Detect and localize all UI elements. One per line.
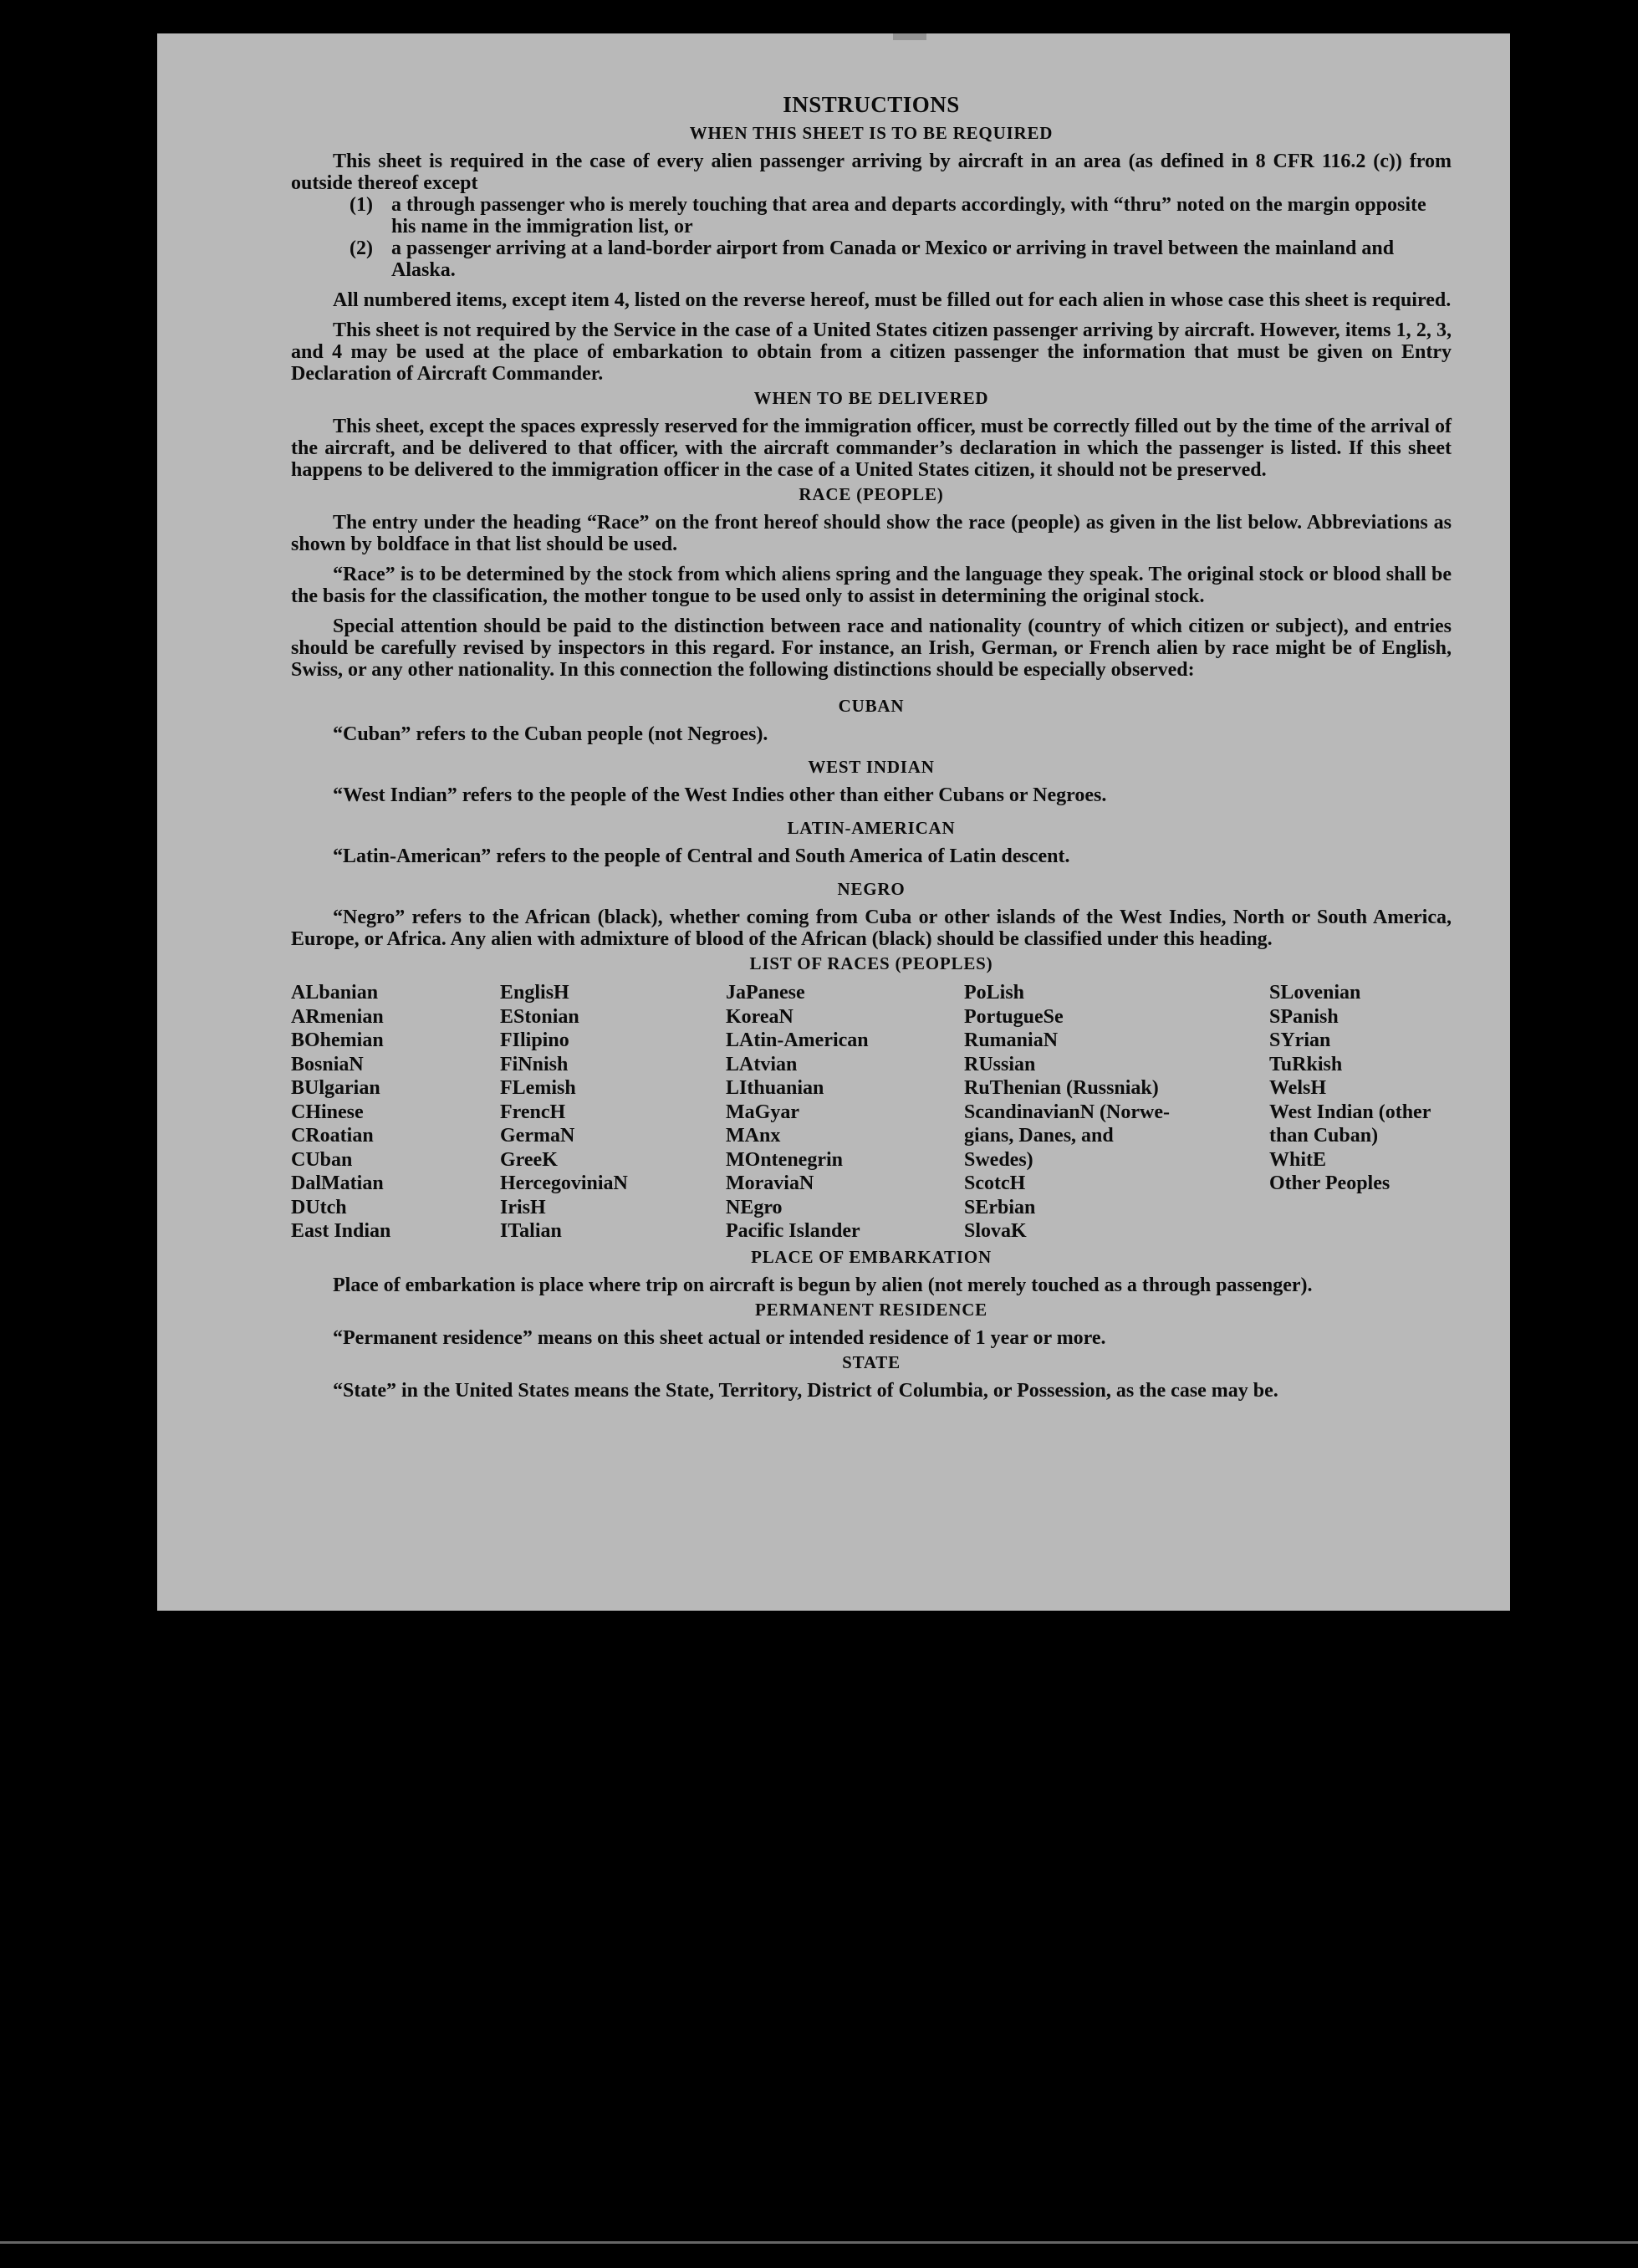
race-entry: DUtch <box>291 1196 347 1218</box>
permanent-residence-text: “Permanent residence” means on this sheet actual or intended residence of 1 year or more. <box>333 1326 1106 1349</box>
exception-text: a passenger arriving at a land-border airport from Canada or Mexico or arriving in travel between the mainland and Alaska. <box>391 238 1395 281</box>
race-entry: ARmenian <box>291 1005 384 1028</box>
race-entry: ScandinavianN (Norwe- <box>964 1101 1171 1123</box>
negro-text: “Negro” refers to the African (black), whether coming from Cuba or other islands of the West Indies, North or South America, Europe, or Africa. Any alien with admixture of blood of the African (black) should be classified under this heading. <box>291 907 1452 950</box>
heading-when-required: WHEN THIS SHEET IS TO BE REQUIRED <box>689 123 1054 143</box>
race-entry: SYrian <box>1269 1029 1331 1051</box>
race-entry: FIlipino <box>500 1029 569 1051</box>
race-entry: EStonian <box>500 1005 579 1028</box>
exception-number: (2) <box>350 238 373 259</box>
race-paragraph-2: “Race” is to be determined by the stock from which aliens spring and the language they speak. The original stock or blood shall be the basis for the classification, the mother tongue to be used only to assist in determining the original stock. <box>291 564 1452 607</box>
heading-latin-american: LATIN-AMERICAN <box>787 818 956 838</box>
race-entry: BUlgarian <box>291 1077 380 1099</box>
heading-state: STATE <box>842 1351 901 1372</box>
races-column <box>500 981 726 1244</box>
races-column <box>291 981 500 1244</box>
when-required-intro: This sheet is required in the case of every alien passenger arriving by aircraft in an area (as defined in 8 CFR 116.2 (c)) from outside thereof except <box>291 151 1452 194</box>
race-entry: FrencH <box>500 1101 566 1123</box>
race-entry: BosniaN <box>291 1053 364 1075</box>
race-entry: JaPanese <box>726 982 805 1004</box>
race-entry: ScotcH <box>964 1172 1026 1194</box>
races-column <box>726 981 964 1244</box>
race-entry: SLovenian <box>1269 982 1361 1004</box>
latin-american-text: “Latin-American” refers to the people of Central and South America of Latin descent. <box>333 845 1070 867</box>
race-entry: LAtin-American <box>726 1029 869 1051</box>
exception-text: a through passenger who is merely touching that area and departs accordingly, with “thru” noted on the margin opposite his name in the immigration list, or <box>391 194 1426 238</box>
race-entry: NEgro <box>726 1196 783 1218</box>
exception-number: (1) <box>350 194 373 216</box>
race-entry: Pacific Islander <box>726 1220 860 1242</box>
race-entry: TuRkish <box>1269 1053 1343 1075</box>
race-paragraph-3: Special attention should be paid to the distinction between race and nationality (country of which citizen or subject), and entries should be carefully revised by inspectors in this regard. For instance, an Irish, German, or French alien by race might be of English, Swiss, or any other nationality. In this connection the following distinctions should be especially observed: <box>291 616 1452 681</box>
race-entry: LAtvian <box>726 1053 798 1075</box>
race-entry: DalMatian <box>291 1172 384 1194</box>
when-delivered-text: This sheet, except the spaces expressly reserved for the immigration officer, must be correctly filled out by the time of the arrival of the aircraft, and be delivered to that officer, with the aircraft commander’s declaration in which the passenger is listed. If this sheet happens to be delivered to the immigration officer in the case of a United States citizen, it should not be preserved. <box>291 416 1452 481</box>
race-entry: KoreaN <box>726 1005 793 1028</box>
exception-item-2 <box>350 238 1452 281</box>
top-mark <box>893 33 926 40</box>
document-sheet <box>157 33 1510 1611</box>
race-entry: SErbian <box>964 1196 1036 1218</box>
exception-item-1 <box>350 194 1452 238</box>
races-table <box>291 981 1452 1244</box>
instructions-title: INSTRUCTIONS <box>783 92 960 117</box>
race-entry: FiNnish <box>500 1053 569 1075</box>
race-entry: RumaniaN <box>964 1029 1059 1051</box>
race-entry: MoraviaN <box>726 1172 814 1194</box>
races-column <box>1269 981 1487 1244</box>
race-entry: RuThenian (Russniak) <box>964 1077 1159 1099</box>
race-entry: East Indian <box>291 1220 391 1242</box>
race-entry: PortugueSe <box>964 1005 1064 1028</box>
race-entry: MaGyar <box>726 1101 799 1123</box>
heading-list-of-races: LIST OF RACES (PEOPLES) <box>749 953 993 973</box>
heading-race: RACE (PEOPLE) <box>799 484 944 504</box>
race-entry: HercegoviniaN <box>500 1172 628 1194</box>
race-entry: MOntenegrin <box>726 1148 843 1171</box>
race-entry: CUban <box>291 1148 353 1171</box>
races-column <box>964 981 1269 1244</box>
embarkation-text: Place of embarkation is place where trip on aircraft is begun by alien (not merely touched as a through passenger). <box>333 1274 1313 1296</box>
citizen-paragraph: This sheet is not required by the Service in the case of a United States citizen passenger arriving by aircraft. However, items 1, 2, 3, and 4 may be used at the place of embarkation to obtain from a citizen passenger the information that must be given on Entry Declaration of Aircraft Commander. <box>291 319 1452 385</box>
race-entry: BOhemian <box>291 1029 384 1051</box>
west-indian-text: “West Indian” refers to the people of the West Indies other than either Cubans or Negroes. <box>333 784 1107 806</box>
heading-west-indian: WEST INDIAN <box>808 757 935 777</box>
race-entry: than Cuban) <box>1269 1125 1379 1147</box>
race-entry: CHinese <box>291 1101 364 1123</box>
race-entry: SPanish <box>1269 1005 1339 1028</box>
race-entry: WelsH <box>1269 1077 1327 1099</box>
heading-permanent-residence: PERMANENT RESIDENCE <box>755 1299 987 1320</box>
race-entry: SlovaK <box>964 1220 1027 1242</box>
race-entry: GermaN <box>500 1125 575 1147</box>
state-text: “State” in the United States means the State, Territory, District of Columbia, or Possession, as the case may be. <box>333 1379 1278 1402</box>
race-entry: Swedes) <box>964 1148 1033 1171</box>
race-entry: West Indian (other <box>1269 1101 1431 1123</box>
heading-embarkation: PLACE OF EMBARKATION <box>751 1246 992 1267</box>
race-entry: GreeK <box>500 1148 558 1171</box>
race-entry: LIthuanian <box>726 1077 824 1099</box>
race-entry: ITalian <box>500 1220 562 1242</box>
race-entry: IrisH <box>500 1196 546 1218</box>
race-entry: PoLish <box>964 982 1025 1004</box>
race-entry: ALbanian <box>291 982 379 1004</box>
race-entry: CRoatian <box>291 1125 374 1147</box>
race-paragraph-1: The entry under the heading “Race” on the front hereof should show the race (people) as given in the list below. Abbreviations as shown by boldface in that list should be used. <box>291 512 1452 555</box>
race-entry: EnglisH <box>500 982 569 1004</box>
cuban-text: “Cuban” refers to the Cuban people (not Negroes). <box>333 723 768 745</box>
race-entry: FLemish <box>500 1077 576 1099</box>
race-entry: MAnx <box>726 1125 781 1147</box>
scan-edge-line <box>0 2241 1638 2244</box>
numbered-items-paragraph: All numbered items, except item 4, listed on the reverse hereof, must be filled out for each alien in whose case this sheet is required. <box>333 289 1452 311</box>
race-entry: gians, Danes, and <box>964 1125 1114 1147</box>
race-entry: WhitE <box>1269 1148 1327 1171</box>
heading-negro: NEGRO <box>837 879 906 899</box>
heading-when-delivered: WHEN TO BE DELIVERED <box>753 388 989 408</box>
race-entry: RUssian <box>964 1053 1036 1075</box>
race-entry: Other Peoples <box>1269 1172 1391 1194</box>
heading-cuban: CUBAN <box>838 696 905 716</box>
